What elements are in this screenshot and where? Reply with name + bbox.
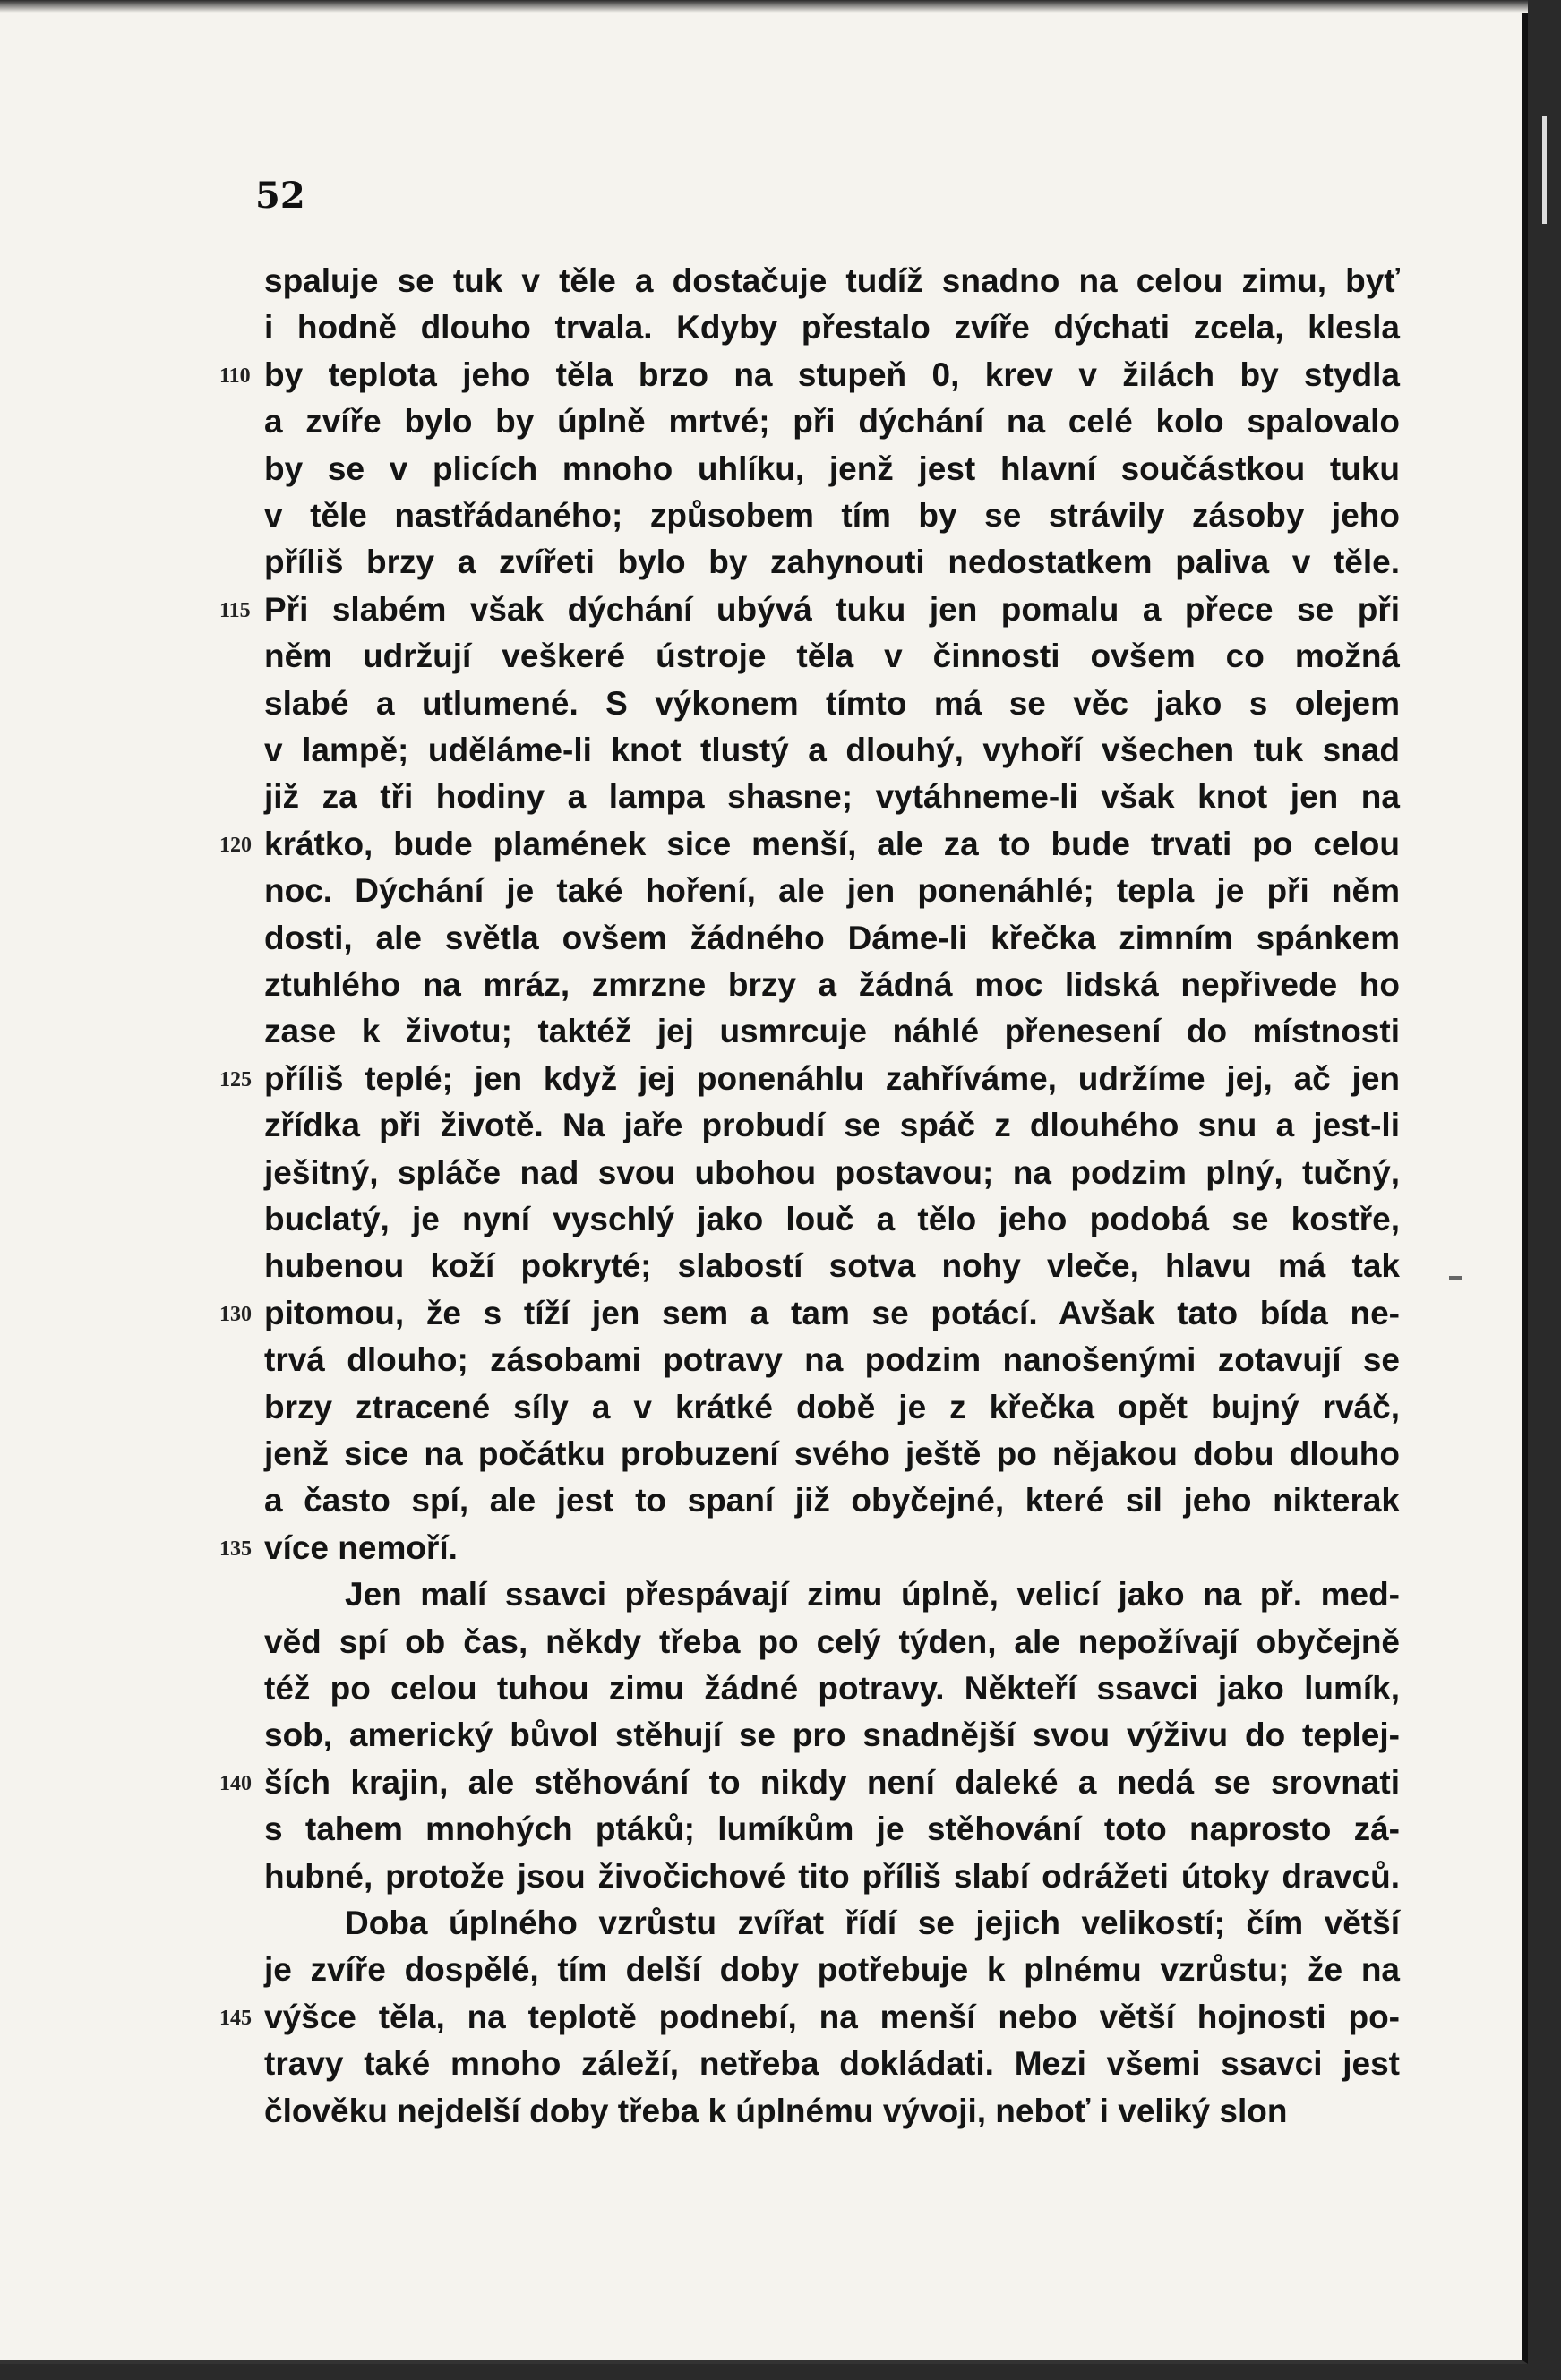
line-number: 115 [219, 599, 251, 622]
text-line: hubné, protože jsou živočichové tito příliš slabí odrážeti útoky dravců. [264, 1858, 1400, 1895]
text-line: hubenou koží pokryté; slabostí sotva nohy vleče, hlavu má tak [264, 1247, 1400, 1284]
text-line: brzy ztracené síly a v krátké době je z křečka opět bujný rváč, [264, 1389, 1400, 1425]
text-line: příliš brzy a zvířeti bylo by zahynouti nedostatkem paliva v těle. [264, 544, 1400, 580]
text-line: zřídka při životě. Na jaře probudí se spáč z dlouhého snu a jest-li [264, 1107, 1400, 1143]
text-line: a zvíře bylo by úplně mrtvé; při dýchání na celé kolo spalovalo [264, 403, 1400, 440]
text-line: krátko, bude plamének sice menší, ale za to bude trvati po celou [264, 826, 1400, 862]
margin-mark [1449, 1276, 1462, 1280]
page-number: 52 [255, 175, 305, 217]
scan-top-edge [0, 0, 1528, 13]
line-number: 140 [219, 1772, 252, 1795]
text-line: noc. Dýchání je také hoření, ale jen ponenáhlé; tepla je při něm [264, 872, 1400, 909]
line-number: 135 [219, 1537, 252, 1561]
text-line: i hodně dlouho trvala. Kdyby přestalo zvíře dýchati zcela, klesla [264, 309, 1400, 346]
text-line: a často spí, ale jest to spaní již obyčejné, které sil jeho nikterak [264, 1482, 1400, 1519]
text-line: by se v plicích mnoho uhlíku, jenž jest hlavní součástkou tuku [264, 450, 1400, 487]
text-line: by teplota jeho těla brzo na stupeň 0, krev v žilách by stydla [264, 356, 1400, 393]
text-line: v lampě; uděláme-li knot tlustý a dlouhý, vyhoří všechen tuk snad [264, 732, 1400, 768]
text-line: spaluje se tuk v těle a dostačuje tudíž snadno na celou zimu, byť [264, 262, 1400, 299]
text-line: ztuhlého na mráz, zmrzne brzy a žádná moc lidská nepřivede ho [264, 966, 1400, 1003]
text-line: travy také mnoho záleží, netřeba dokládati. Mezi všemi ssavci jest [264, 2045, 1400, 2082]
text-line: dosti, ale světla ovšem žádného Dáme-li křečka zimním spánkem [264, 920, 1400, 956]
text-line: ších krajin, ale stěhování to nikdy není daleké a nedá se srovnati [264, 1764, 1400, 1801]
text-line: Jen malí ssavci přespávají zimu úplně, velicí jako na př. med- [345, 1576, 1400, 1613]
text-line: slabé a utlumené. S výkonem tímto má se věc jako s olejem [264, 685, 1400, 722]
text-line: výšce těla, na teplotě podnebí, na menší nebo větší hojnosti po- [264, 1999, 1400, 2035]
line-number: 125 [219, 1068, 252, 1092]
line-number: 145 [219, 2007, 252, 2030]
text-line: sob, americký bůvol stěhují se pro snadnější svou výživu do teplej- [264, 1717, 1400, 1753]
text-line: něm udržují veškeré ústroje těla v činnosti ovšem co možná [264, 638, 1400, 674]
scan-edge-speck [1542, 116, 1547, 224]
text-line: Doba úplného vzrůstu zvířat řídí se jejich velikostí; čím větší [345, 1905, 1400, 1941]
line-number: 130 [219, 1303, 252, 1326]
text-line: zase k životu; taktéž jej usmrcuje náhlé přenesení do místnosti [264, 1013, 1400, 1049]
line-number: 120 [219, 834, 252, 857]
text-line: pitomou, že s tíží jen sem a tam se potácí. Avšak tato bída ne- [264, 1295, 1400, 1331]
text-line: již za tři hodiny a lampa shasne; vytáhneme-li však knot jen na [264, 778, 1400, 815]
text-line: více nemoří. [264, 1529, 458, 1566]
text-line: též po celou tuhou zimu žádné potravy. Někteří ssavci jako lumík, [264, 1670, 1400, 1707]
text-line: buclatý, je nyní vyschlý jako louč a tělo jeho podobá se kostře, [264, 1201, 1400, 1237]
text-line: věd spí ob čas, někdy třeba po celý týden, ale nepožívají obyčejně [264, 1623, 1400, 1660]
text-line: v těle nastřádaného; způsobem tím by se strávily zásoby jeho [264, 497, 1400, 534]
text-line: jenž sice na počátku probuzení svého ještě po nějakou dobu dlouho [264, 1435, 1400, 1472]
text-line: je zvíře dospělé, tím delší doby potřebuje k plnému vzrůstu; že na [264, 1951, 1400, 1988]
text-line: ješitný, spláče nad svou ubohou postavou; na podzim plný, tučný, [264, 1154, 1400, 1191]
text-line: příliš teplé; jen když jej ponenáhlu zahříváme, udržíme jej, ač jen [264, 1060, 1400, 1097]
text-line: trvá dlouho; zásobami potravy na podzim nanošenými zotavují se [264, 1341, 1400, 1378]
line-number: 110 [219, 364, 251, 388]
text-line: s tahem mnohých ptáků; lumíkům je stěhování toto naprosto zá- [264, 1811, 1400, 1847]
text-line: člověku nejdelší doby třeba k úplnému vývoji, neboť i veliký slon [264, 2093, 1288, 2129]
text-line: Při slabém však dýchání ubývá tuku jen pomalu a přece se při [264, 591, 1400, 628]
